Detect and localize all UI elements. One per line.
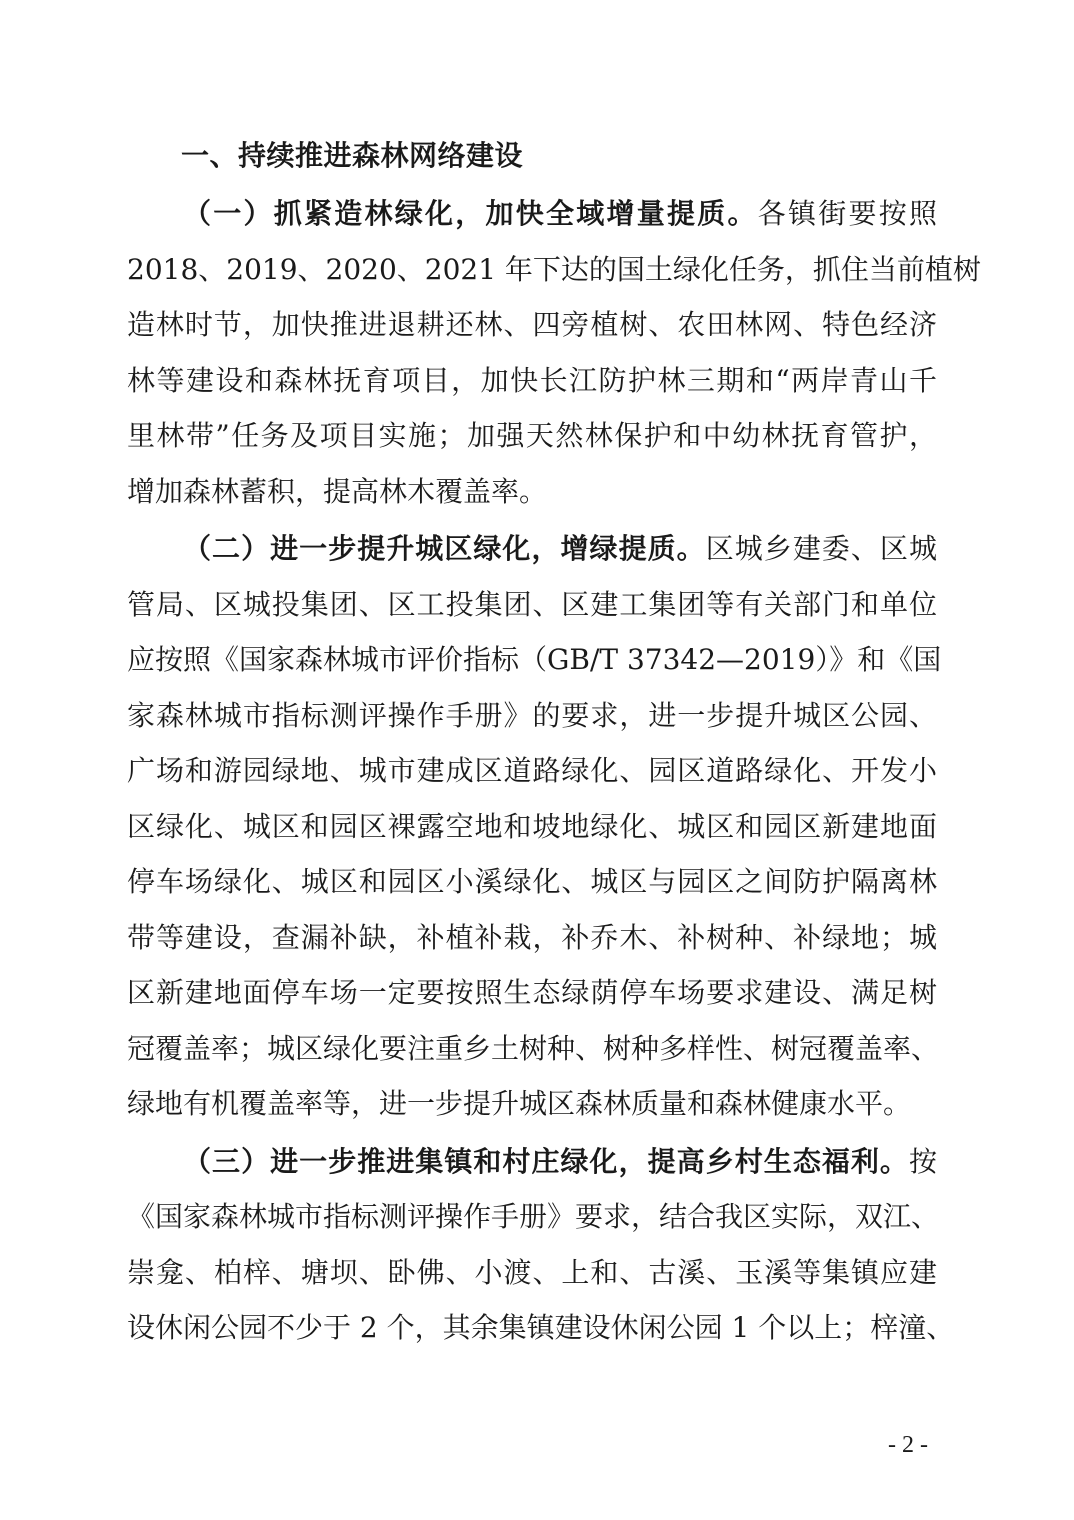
paragraph-line: 增加森林蓄积，提高林木覆盖率。 bbox=[127, 474, 548, 508]
paragraph-afforestation bbox=[127, 186, 981, 519]
paragraph-line: 里林带”任务及项目实施；加强天然林保护和中幼林抚育管护， bbox=[127, 419, 937, 452]
paragraph-line: 区绿化、城区和园区裸露空地和坡地绿化、城区和园区新建地面 bbox=[127, 809, 937, 843]
paragraph-line: 停车场绿化、城区和园区小溪绿化、城区与园区之间防护隔离林 bbox=[127, 865, 937, 898]
paragraph-line: 2018、2019、2020、2021 年下达的国土绿化任务，抓住当前植树 bbox=[127, 252, 981, 286]
paragraph-line: 崇龛、柏梓、塘坝、卧佛、小渡、上和、古溪、玉溪等集镇应建 bbox=[127, 1255, 937, 1289]
document-body bbox=[127, 130, 981, 1356]
paragraph-line: 家森林城市指标测评操作手册》的要求，进一步提升城区公园、 bbox=[127, 698, 937, 732]
paragraph-text: 各镇街要按照 bbox=[757, 197, 937, 230]
paragraph-line: 绿地有机覆盖率等，进一步提升城区森林质量和森林健康水平。 bbox=[127, 1087, 912, 1120]
paragraph-line: 广场和游园绿地、城市建成区道路绿化、园区道路绿化、开发小 bbox=[127, 754, 937, 787]
paragraph-lead: （一）抓紧造林绿化，加快全域增量提质。 bbox=[183, 197, 758, 230]
paragraph-town-village-greening bbox=[127, 1134, 955, 1356]
paragraph-line: 应按照《国家森林城市评价指标（GB/T 37342—2019）》和《国 bbox=[127, 643, 942, 676]
paragraph-lead: （三）进一步推进集镇和村庄绿化，提高乡村生态福利。 bbox=[183, 1144, 909, 1178]
paragraph-line: 设休闲公园不少于 2 个，其余集镇建设休闲公园 1 个以上；梓潼、 bbox=[127, 1311, 955, 1344]
paragraph-line bbox=[127, 186, 937, 242]
paragraph-text: 区城乡建委、区城 bbox=[705, 532, 937, 565]
section-heading: 一、持续推进森林网络建设 bbox=[181, 139, 524, 172]
paragraph-line: 冠覆盖率；城区绿化要注重乡土树种、树种多样性、树冠覆盖率、 bbox=[127, 1031, 940, 1065]
paragraph-text: 按 bbox=[908, 1144, 937, 1178]
paragraph-line: 区新建地面停车场一定要按照生态绿荫停车场要求建设、满足树 bbox=[127, 976, 937, 1009]
paragraph-line bbox=[127, 521, 937, 577]
paragraph-line: 《国家森林城市指标测评操作手册》要求，结合我区实际，双江、 bbox=[127, 1200, 940, 1233]
paragraph-line: 带等建设，查漏补缺，补植补栽，补乔木、补树种、补绿地；城 bbox=[127, 920, 937, 954]
paragraph-line: 管局、区城投集团、区工投集团、区建工集团等有关部门和单位 bbox=[127, 587, 937, 621]
page-number: - 2 - bbox=[888, 1432, 928, 1458]
paragraph-urban-greening bbox=[127, 521, 942, 1132]
paragraph-line bbox=[127, 1134, 937, 1190]
paragraph-line: 造林时节，加快推进退耕还林、四旁植树、农田林网、特色经济 bbox=[127, 308, 937, 341]
paragraph-lead: （二）进一步提升城区绿化，增绿提质。 bbox=[183, 532, 706, 565]
paragraph-line: 林等建设和森林抚育项目，加快长江防护林三期和“两岸青山千 bbox=[127, 363, 937, 397]
